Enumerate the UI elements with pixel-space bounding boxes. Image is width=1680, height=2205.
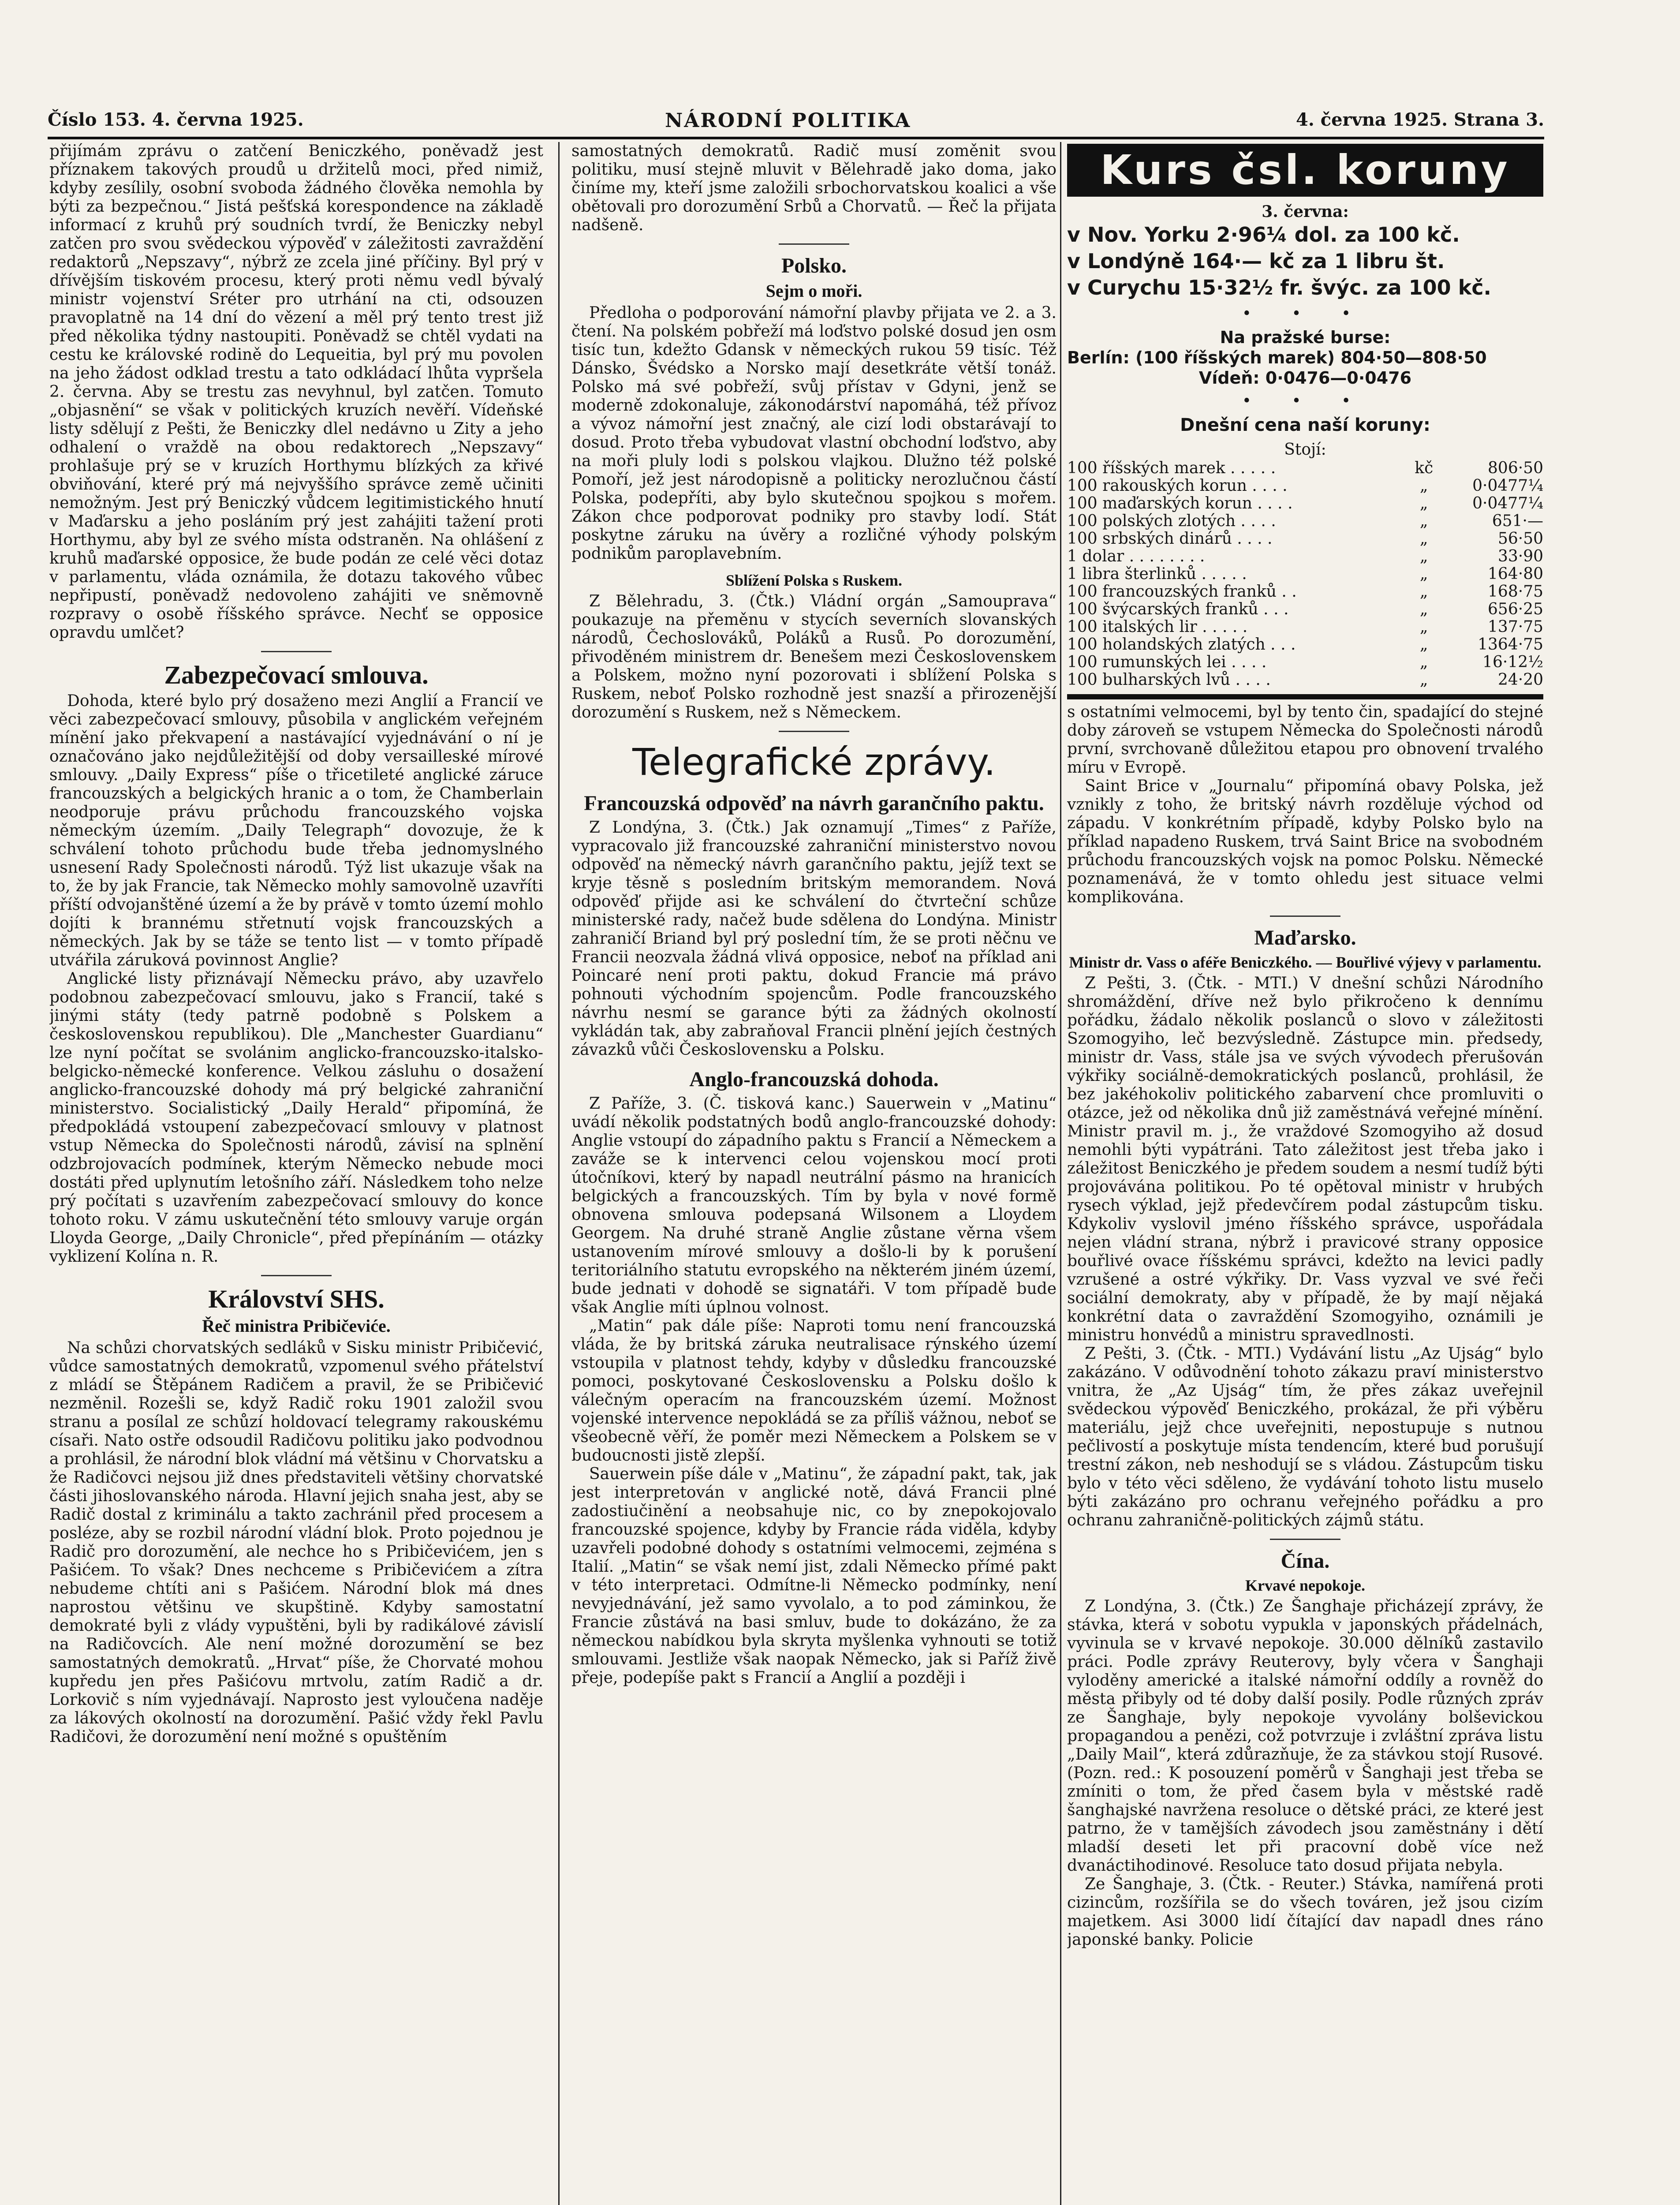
page-number: 4. června 1925. Strana 3. <box>1296 109 1544 130</box>
subheadline: Ministr dr. Vass o aféře Beniczkého. — Bouřlivé výjevy v parlamentu. <box>1069 953 1542 971</box>
headline: Čína. <box>1281 1549 1330 1573</box>
currency-value: 806·50 <box>1488 459 1543 477</box>
masthead: NÁRODNÍ POLITIKA <box>665 109 911 132</box>
exchange-row <box>1067 618 1543 636</box>
currency-label: 100 bulharských lvů . . . . <box>1067 671 1271 689</box>
article-text: Z Londýna, 3. (Čtk.) Jak oznamují „Times“ z Paříže, vypracovalo již francouzské zahraniční ministerstvo novou odpověď na německý návrh garančního paktu, jejíž text se kryje těsně s posledním britským memorandem. Nová odpověď přijde asi ke schválení do čtvrteční schůze ministerské rady, načež bude sdělena do Londýna. Ministr zahraničí Briand byl prý poslední tím, že se proti něčnu ve Francii neozvala žádná vlivá opposice, neboť na příklad ani Poincaré není proti paktu, dokud Francie má právo pohnouti východním spojencům. Podle francouzského návrhu nesmí se garance býti za žádných okolností vykládán tak, aby zabraňoval Francii plnění jejích čestných závazků vůči Československu a Polsku. <box>571 818 1057 1059</box>
exchange-row <box>1067 636 1543 654</box>
currency-unit: „ <box>1419 477 1428 495</box>
header-rule <box>48 137 1544 139</box>
subheadline: Sblížení Polska s Ruskem. <box>725 572 903 589</box>
currency-unit: „ <box>1419 512 1428 530</box>
currency-label: 100 francouzských franků . . <box>1067 583 1297 601</box>
article-text: Ze Šanghaje, 3. (Čtk. - Reuter.) Stávka, namířená proti cizincům, rozšířila se do všech továren, jež jsou cizím majetkem. Asi 3000 lidí čítající dav napadl dnes ráno japonské banky. Policie <box>1067 1875 1543 1949</box>
ornament: • • • <box>1242 392 1369 410</box>
article-text: Anglické listy přiznávají Německu právo, aby uzavřelo podobnou zabezpečovací smlouvu, jako s Francií, také s jinými státy (tedy patrně podobně s Polskem a československou republikou). Dle „Manchester Guardianu“ lze nyní počítat se svolánim anglicko-francouzsko-italsko-belgicko-německé konference. Velkou zásluhu o dosažení anglicko-francouzské dohody má prý belgické zahraniční ministerstvo. Socialistický „Daily Herald“ připomíná, že předpokládá vstoupení zabezpečovací smlouvy v platnost vstup Německa do Společnosti národů, závisí na splnění odzbrojovacích podmínek, kterým Německo nebude moci dostáti před uplynutím letošního září. Následkem toho nelze prý počítati s uzavřením zabezpečovací smlouvy do konce tohoto roku. V zámu uskutečnění této smlouvy varuje orgán Lloyda George, „Daily Chronicle“, před přepínáním — otázky vyklizení Kolína n. R. <box>49 970 543 1266</box>
currency-value: 1364·75 <box>1478 635 1543 654</box>
currency-date: 3. června: <box>1262 202 1349 221</box>
currency-value: 651·— <box>1492 512 1543 530</box>
currency-label: 100 švýcarských franků . . . <box>1067 600 1289 618</box>
subheadline: Řeč ministra Pribičeviće. <box>202 1316 391 1336</box>
currency-unit: „ <box>1419 565 1428 583</box>
page-header <box>48 109 1544 134</box>
article-text: Předloha o podporování námořní plavby přijata ve 2. a 3. čtení. Na polském pobřeží má loďstvo polské dosud jen osm tisíc tun, kdežto Gdansk v německých rukou 59 tisíc. Též Dánsko, Švédsko a Norsko mají desetkráte větší tonáž. Polsko má své pobřeží, svůj přístav v Gdyni, jenž se moderně zdokonaluje, zákonodárství napomáhá, též přívoz a vývoz námořní jest značný, ale cizí lodi obstarávají to dosud. Proto třeba vybudovat vlastní obchodní loďstvo, aby na moři pluly lodi s polskou vlajkou. Dlužno též polské Pomoří, jež jest národopisně a politicky nerozlučnou částí Polska, podepříti, aby bylo skutečnou spojkou s mořem. Zákon chce podporovat podniky pro stavby lodí. Stát poskytne záruku na úvěry a rozličné výhody polským podnikům paroplavebním. <box>571 304 1057 563</box>
todays-price-heading: Dnešní cena naší koruny: <box>1180 415 1430 435</box>
currency-value: 0·0477¼ <box>1472 494 1543 512</box>
currency-value: 56·50 <box>1497 530 1543 548</box>
article-text: Z Londýna, 3. (Čtk.) Ze Šanghaje přicházejí zprávy, že stávka, která v sobotu vypukla v japonských přádelnách, vyvinula se v krvavé nepokoje. 30.000 dělníků zastavilo práci. Podle zprávy Reuterovy, byly včera v Šanghaji vyloděny americké a italské námořní oddíly a rovněž do města přibyly od té doby další posily. Podle různých zpráv ze Šanghaje, byly nepokoje vyvolány bolševickou propagandou a penězi, což potvrzuje i zvláštní zpráva listu „Daily Mail“, která zdůrazňuje, že za stávkou stojí Rusové. (Pozn. red.: K posouzení poměrů v Šanghaji jest třeba se zmíniti o tom, že před časem byla v městské radě šanghajské navržena resoluce o dětské práci, ze které jest patrno, že v tamějších závodech jsou zaměstnány i dětí mladší deseti let při pracovní době více než dvanáctihodinové. Resoluce tato dosud přijata nebyla. <box>1067 1597 1543 1875</box>
article-text: Sauerwein píše dále v „Matinu“, že západní pakt, tak, jak jest interpretován v anglické notě, dává Francii plné zadostiučinění a neobsahuje nic, co by znepokojovalo francouzské spojence, kdyby by Francie ráda viděla, kdyby uzavřeli podobné dohody s ostatními velmocemi, zejména s Italií. „Matin“ se však nemí jist, zdali Německo přímé pakt v této interpretaci. Odmítne-li Německo podmínky, není nevyjednávání, jež samo vyvolalo, a to pod záminkou, že Francie zůstává na basi smluv, bude to dokázáno, že za německou nabídkou byla skryta myšlenka vyhnouti se totiž smlouvami. Jestliže však naopak Německo, jak si Paříž živě přeje, podepíše pakt s Francií a Anglií a později i <box>571 1465 1057 1687</box>
costs-label: Stojí: <box>1284 441 1326 459</box>
vienna-rate: Vídeň: 0·0476—0·0476 <box>1198 368 1412 388</box>
article-text: samostatných demokratů. Radič musí zoměnit svou politiku, musí stejně mluvit v Bělehradě jako doma, jako činíme my, kteří jsme založili srbochorvatskou koalici a vše obětovali pro dorozumění Srbů a Chorvatů. — Řeč la přijata nadšeně. <box>571 142 1057 234</box>
article-text: Dohoda, které bylo prý dosaženo mezi Anglií a Francií ve věci zabezpečovací smlouvy, působila v anglickém veřejném mínění jako překvapení a nastávající vyjednávání o ní je označováno jako nejdůležitější od doby versailleské mírové smlouvy. „Daily Express“ píše o třicetileté anglické záruce francouzských a belgických hranic a o tom, že Chamberlain neodporuje právu průchodu francouzského vojska německým územím. „Daily Telegraph“ dovozuje, že k schválení tohoto průchodu bude třeba jednomyslného usnesení Rady Společnosti národů. Týž list ukazuje však na to, že by jak Francie, tak Německo mohly samovolně uzavříti příští odvojanštěné území a že by právě v tomto území mohlo dojíti k brannému střetnutí vojsk francouzských a německých. Jak by se táže se tento list — v tomto případě utvářila záruková povinnost Anglie? <box>49 692 543 969</box>
headline: Království SHS. <box>208 1285 385 1313</box>
article-text: Z Pešti, 3. (Čtk. - MTI.) V dnešní schůzi Národního shromáždění, dříve než bylo přikročeno k dennímu pořádku, žádalo několik poslanců o slovo v záležitosti Szomogyiho, leč bezvýsledně. Zástupce min. předsedy, ministr dr. Vass, stále jsa ve svých vývodech přerušován výkřiky sociálně-demokratických poslanců, prohlásil, že bez jakéhokoliv politického zabarvení chce promluviti o otázce, jež od několika dnů již zaměstnává veřejné mínění. Ministr pravil m. j., že vraždové Szomogyiho až dosud nemohli býti vypátráni. Tato záležitost jest třeba jako i záležitost Beniczkého je předem soudem a nesmí tudíž býti projovávána politikou. Po té opětoval ministr v hrubých rysech výklad, jejž předevčírem podal zástupcům tisku. Kdykoliv vyslovil jméno říšského správce, uspořádala nejen vládní strana, nýbrž i pravicové strany opposice bouřlivé ovace říšskému správci, kdežto na levici padly vzrušené a ostré výkřiky. Dr. Vass vyzval ve své řeči sociální demokraty, aby v případě, že by mají nějaká konkrétní data o zavraždění Szomogyiho, oznámili je ministru honvédů a ministru spravedlnosti. <box>1067 974 1543 1344</box>
currency-value: 137·75 <box>1488 618 1543 636</box>
currency-unit: „ <box>1419 618 1428 636</box>
exchange-row <box>1067 512 1543 530</box>
currency-label: 1 libra šterlinků . . . . . <box>1067 565 1247 583</box>
currency-box-title: Kurs čsl. koruny <box>1067 144 1543 197</box>
exchange-row <box>1067 495 1543 512</box>
currency-unit: „ <box>1419 547 1428 565</box>
currency-label: 100 italských lir . . . . . <box>1067 618 1248 636</box>
currency-unit: „ <box>1419 635 1428 654</box>
exchange-row <box>1067 583 1543 601</box>
subheadline: Krvavé nepokoje. <box>1245 1577 1365 1594</box>
exchange-row <box>1067 654 1543 671</box>
article-text: Z Paříže, 3. (Č. tisková kanc.) Sauerwein v „Matinu“ uvádí několik podstatných bodů anglo-francouzské dohody: Anglie vstoupí do západního paktu s Francií a Německem a zaváže se k intervenci celou vojenskou mocí proti útočníkovi, který by napadl neutrální pásmo na hranicích belgických a francouzských. Tím by byla v nové formě obnovena smlouva podepsaná Wilsonem a Lloydem Georgem. Na druhé straně Anglie zůstane věrna všem ustanovením mírové smlouvy a došlo-li by k porušení teritoriálního statutu evropského na některém jiném území, bude jednati v dohodě se signatáři. V tom případě bude však Anglie míti úplnou volnost. <box>571 1095 1057 1316</box>
rate-london: v Londýně 164·— kč za 1 libru št. <box>1067 249 1445 273</box>
currency-unit: kč <box>1415 459 1434 477</box>
rate-new-york: v Nov. Yorku 2·96¼ dol. za 100 kč. <box>1067 223 1460 247</box>
currency-unit: „ <box>1419 494 1428 512</box>
currency-unit: „ <box>1419 671 1428 689</box>
currency-value: 24·20 <box>1497 671 1543 689</box>
exchange-row <box>1067 565 1543 583</box>
headline: Polsko. <box>781 254 847 277</box>
currency-value: 168·75 <box>1488 583 1543 601</box>
exchange-row <box>1067 477 1543 495</box>
currency-unit: „ <box>1419 653 1428 671</box>
divider <box>1067 694 1543 699</box>
berlin-rate: Berlín: (100 říšských marek) 804·50—808·50 <box>1067 348 1487 367</box>
currency-label: 100 holandských zlatých . . . <box>1067 635 1296 654</box>
article-text: přijímám zprávu o zatčení Beniczkého, poněvadž jest příznakem takových proudů u držitelů moci, před nimiž, kdyby zesílily, osobní svoboda žádného člověka nemohla by býti za bezpečnou.“ Jistá pešťská korespondence na základě informací z kruhů prý soudních tvrdí, že Beniczky nebyl zatčen pro svou svědeckou výpověď v záležitosti zavraždění redaktorů „Nepszavy“, nýbrž ze zcela jiné příčiny. Byl prý v dřívějším tiskovém procesu, který proti němu vedl bývalý ministr vojenství Sréter pro utrhání na cti, odsouzen pravoplatně na 14 dní do vězení a měl prý tento trest již před několika týdny nastoupiti. Poněvadž se chtěl vydati na cestu ke královské rodině do Lequeitia, byl prý mu povolen na jeho žádost odklad trestu a tato odkládací lhůta vypršela 2. června. Aby se trestu zas nevyhnul, byl zatčen. Tomuto „objasnění“ se však v politických kruzích nevěří. Vídeňské listy sdělují z Pešti, že Beniczky dlel nedávno u Zity a jeho odhalení o vraždě na obou redaktorech „Nepszavy“ prohlašuje prý se v kruzích Horthymu blízkých za křivé obviňování, které prý má nejvyššího správce země učiniti nemožným. Jest prý Beniczký vůdcem legitimistického hnutí v Maďarsku a jeho posláním prý jest zahájiti tažení proti Horthymu, aby byl ze svého místa odstraněn. Na ohlášení z kruhů maďarské opposice, že bude podán ze celé věci dotaz v parlamentu, vláda oznámila, že dotazu takového vůbec nepřipustí, poněvadž nedovoleno zahájiti ve sněmovně rozpravy o osobě říšského správce. Nechť se opposice opravdu umlčet? <box>49 142 543 642</box>
divider <box>261 1275 332 1276</box>
exchange-row <box>1067 460 1543 477</box>
currency-value: 16·12½ <box>1482 653 1543 671</box>
subheadline: Sejm o moři. <box>765 281 862 301</box>
headline: Maďarsko. <box>1254 926 1356 949</box>
section-title: Telegrafické zprávy. <box>632 740 996 784</box>
column-1 <box>49 142 543 2205</box>
divider <box>261 651 332 652</box>
burse-heading: Na pražské burse: <box>1220 328 1391 347</box>
ornament: • • • <box>1242 305 1369 323</box>
currency-label: 1 dolar . . . . . . . . <box>1067 547 1205 565</box>
article-text: „Matin“ pak dále píše: Naproti tomu není francouzská vláda, že by britská záruka neutralisace rýnského území vstoupila v platnost tehdy, kdyby v důsledku francouzské pomoci, poskytované Československu a Polsku došlo k válečným operacím na francouzském území. Možnost vojenské intervence nepokládá se za příliš vážnou, neboť se všeobecně věří, že poměr mezi Německem a Polskem se v budoucnosti jistě zlepší. <box>571 1317 1057 1465</box>
exchange-table <box>1067 460 1543 689</box>
currency-unit: „ <box>1419 530 1428 548</box>
column-2 <box>571 142 1057 2205</box>
currency-label: 100 říšských marek . . . . . <box>1067 459 1276 477</box>
article-text: s ostatními velmocemi, byl by tento čin, spadající do stejné doby zároveň se vstupem Německa do Společnosti národů první, svrchovaně důležitou etapou pro obnovení trvalého míru v Evropě. <box>1067 703 1543 777</box>
headline: Zabezpečovací smlouva. <box>164 661 429 689</box>
exchange-row <box>1067 548 1543 565</box>
column-3 <box>1067 142 1543 2205</box>
article-text: Na schůzi chorvatských sedláků v Sisku ministr Pribičević, vůdce samostatných demokratů, vzpomenul svého přátelství z mládí se Štěpánem Radičem a pravil, že se Pribičević nezměnil. Rozešli se, když Radič roku 1901 založil svou stranu a posílal ze schůzí holdovací telegramy rakouskému císaři. Nato ostře odsoudil Radičovu politiku jako podvodnou a prohlásil, že národní blok vládní má většinu v Chorvatsku a že Radičovci nejsou již dnes představiteli většiny chorvatské části jihoslovanského národa. Hlavní jejich snaha jest, aby se Radič dostal z kriminálu a takto zachránil před procesem a posléze, aby se rozbil národní vládní blok. Proto pojednou je Radič pro dorozumění, ale nechce ho s Pribičevićem, jen s Pašićem. To však? Dnes nechceme s Pribičevićem a zítra nebudeme chtíti ani s Pašićem. Národní blok má dnes naprostou většinu ve skupštině. Kdyby samostatní demokraté byli z vlády vypuštěni, byli by radikálové závislí na Radičovcích. Ale není možné dorozumění se bez samostatných demokratů. „Hrvat“ píše, že Chorvaté mohou kupředu jen přes Pašićovu mrtvolu, zatím Radič a dr. Lorkovič s ním vyjednávají. Naprosto jest vyloučena naděje za lákových okolností na dorozumění. Pašić vždy řekl Pavlu Radičovi, že dorozumění není možné s opuštěním <box>49 1339 543 1746</box>
currency-value: 656·25 <box>1488 600 1543 618</box>
exchange-row <box>1067 671 1543 689</box>
issue-number: Číslo 153. 4. června 1925. <box>48 109 304 130</box>
rate-zurich: v Curychu 15·32½ fr. švýc. za 100 kč. <box>1067 276 1492 299</box>
headline: Francouzská odpověď na návrh garančního paktu. <box>584 792 1044 815</box>
exchange-row <box>1067 530 1543 548</box>
divider <box>1270 1539 1340 1540</box>
divider <box>1270 916 1340 917</box>
currency-unit: „ <box>1419 600 1428 618</box>
article-text: Saint Brice v „Journalu“ připomíná obavy Polska, jež vznikly z toho, že britský návrh rozděluje východ od západu. V konkrétním případě, kdyby Polsko bylo na příklad napadeno Ruskem, trvá Saint Brice na svobodném průchodu francouzských vojsk na pomoc Polsku. Německé poznamenává, že v tomto ohledu jest situace velmi komplikována. <box>1067 777 1543 906</box>
currency-value: 0·0477¼ <box>1472 477 1543 495</box>
column-rule <box>1060 142 1061 2205</box>
currency-label: 100 maďarských korun . . . . <box>1067 494 1293 512</box>
exchange-row <box>1067 601 1543 618</box>
currency-unit: „ <box>1419 583 1428 601</box>
headline: Anglo-francouzská dohoda. <box>689 1068 939 1091</box>
currency-label: 100 polských zlotých . . . . <box>1067 512 1276 530</box>
divider <box>779 731 849 732</box>
column-rule <box>558 142 560 2205</box>
currency-value: 164·80 <box>1488 565 1543 583</box>
currency-label: 100 srbských dinárů . . . . <box>1067 530 1273 548</box>
currency-label: 100 rakouských korun . . . . <box>1067 477 1288 495</box>
article-text: Z Pešti, 3. (Čtk. - MTI.) Vydávání listu „Az Ujság“ bylo zakázáno. V odůvodnění tohoto zákazu praví ministerstvo vnitra, že „Az Ujság“ tím, že přes zákaz uveřejnil svědeckou výpověď Beniczkého, prokázal, že při výběru materiálu, jejž chce uveřejniti, nepostupuje s nutnou pečlivostí a poskytuje místa tendencím, které bud porušují trestní zákon, neb neshodují se s vládou. Zástupcům tisku bylo v této věci sděleno, že vydávání tohoto listu muselo býti zakázáno pro ochranu veřejného pořádku a pro ochranu zahraničně-politických zájmů státu. <box>1067 1345 1543 1529</box>
divider <box>779 243 849 245</box>
currency-value: 33·90 <box>1497 547 1543 565</box>
currency-label: 100 rumunských lei . . . . <box>1067 653 1267 671</box>
article-text: Z Bělehradu, 3. (Čtk.) Vládní orgán „Samouprava“ poukazuje na přeměnu v stycích severních slovanských národů, Čechoslováků, Poláků a Rusů. Po dorozumění, přivoděném ministrem dr. Benešem mezi Československem a Polskem, možno nyní pozorovati i sblížení Polska s Ruskem, neboť Polsko rozhodně jest snazší a přirozenější dorozumění s Ruskem, než s Německem. <box>571 592 1057 721</box>
